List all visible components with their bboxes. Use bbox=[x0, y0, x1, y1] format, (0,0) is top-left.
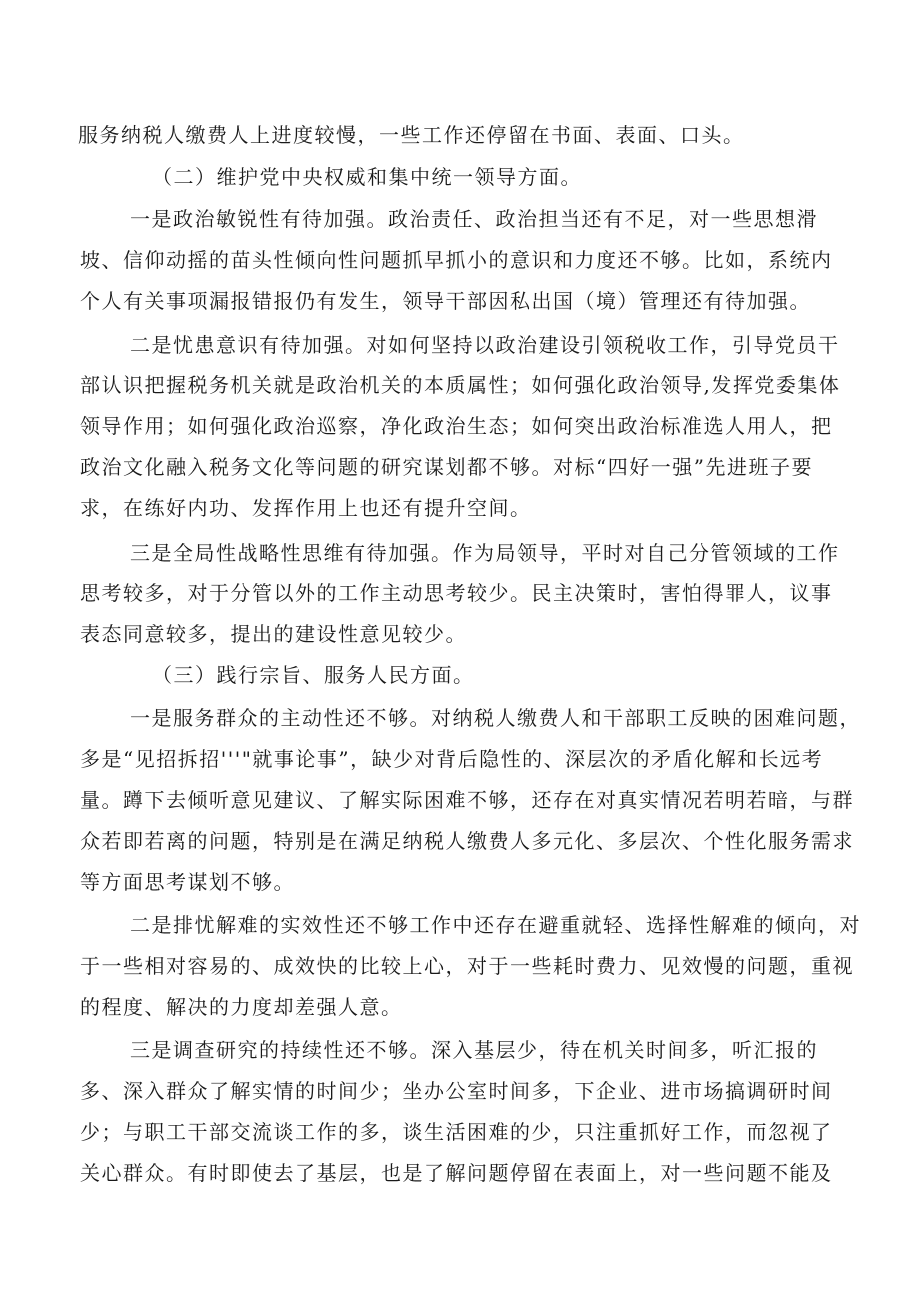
text-line: 二是排忧解难的实效性还不够工作中还存在避重就轻、选择性解难的倾向，对 bbox=[130, 913, 861, 937]
text-line: 关心群众。有时即使去了基层，也是了解问题停留在表面上，对一些问题不能及 bbox=[80, 1161, 833, 1185]
section-heading: （二）维护党中央权威和集中统一领导方面。 bbox=[152, 165, 582, 189]
text-line: 二是忧患意识有待加强。对如何坚持以政治建设引领税收工作，引导党员干 bbox=[130, 333, 840, 357]
text-line: 一是政治敏锐性有待加强。政治责任、政治担当还有不足，对一些思想滑 bbox=[130, 207, 818, 231]
text-line: 等方面思考谋划不够。 bbox=[80, 870, 295, 894]
text-line: 坡、信仰动摇的苗头性倾向性问题抓早抓小的意识和力度还不够。比如，系统内 bbox=[80, 248, 833, 272]
text-line: 多是“见招拆招'''"就事论事”，缺少对背后隐性的、深层次的矛盾化解和长远考 bbox=[80, 747, 824, 771]
text-line: 多、深入群众了解实情的时间少；坐办公室时间多，下企业、进市场搞调研时间 bbox=[80, 1079, 833, 1103]
text-line: 众若即若离的问题，特别是在满足纳税人缴费人多元化、多层次、个性化服务需求 bbox=[80, 829, 854, 853]
text-line: 于一些相对容易的、成效快的比较上心，对于一些耗时费力、见效慢的问题，重视 bbox=[80, 954, 854, 978]
text-line: 三是全局性战略性思维有待加强。作为局领导，平时对自己分管领域的工作 bbox=[130, 541, 840, 565]
text-line: 思考较多，对于分管以外的工作主动思考较少。民主决策时，害怕得罪人，议事 bbox=[80, 581, 833, 605]
text-line: 政治文化融入税务文化等问题的研究谋划都不够。对标“四好一强”先进班子要 bbox=[80, 455, 813, 479]
text-line: 服务纳税人缴费人上进度较慢，一些工作还停留在书面、表面、口头。 bbox=[78, 123, 745, 147]
text-line: 的程度、解决的力度却差强人意。 bbox=[80, 995, 403, 1019]
text-line: 少；与职工干部交流谈工作的多，谈生活困难的少，只注重抓好工作，而忽视了 bbox=[80, 1120, 833, 1144]
text-line: 个人有关事项漏报错报仍有发生，领导干部因私出国（境）管理还有待加强。 bbox=[80, 289, 811, 313]
text-line: 部认识把握税务机关就是政治机关的本质属性；如何强化政治领导,发挥党委集体 bbox=[80, 373, 841, 397]
text-line: 表态同意较多，提出的建设性意见较少。 bbox=[80, 622, 467, 646]
text-line: 一是服务群众的主动性还不够。对纳税人缴费人和干部职工反映的困难问题， bbox=[130, 706, 861, 730]
section-heading: （三）践行宗旨、服务人民方面。 bbox=[152, 663, 475, 687]
text-line: 量。蹲下去倾听意见建议、了解实际困难不够，还存在对真实情况若明若暗，与群 bbox=[80, 788, 854, 812]
text-line: 三是调查研究的持续性还不够。深入基层少，待在机关时间多，听汇报的 bbox=[130, 1038, 818, 1062]
text-line: 领导作用；如何强化政治巡察，净化政治生态；如何突出政治标准选人用人，把 bbox=[80, 414, 833, 438]
text-line: 求，在练好内功、发挥作用上也还有提升空间。 bbox=[80, 496, 532, 520]
